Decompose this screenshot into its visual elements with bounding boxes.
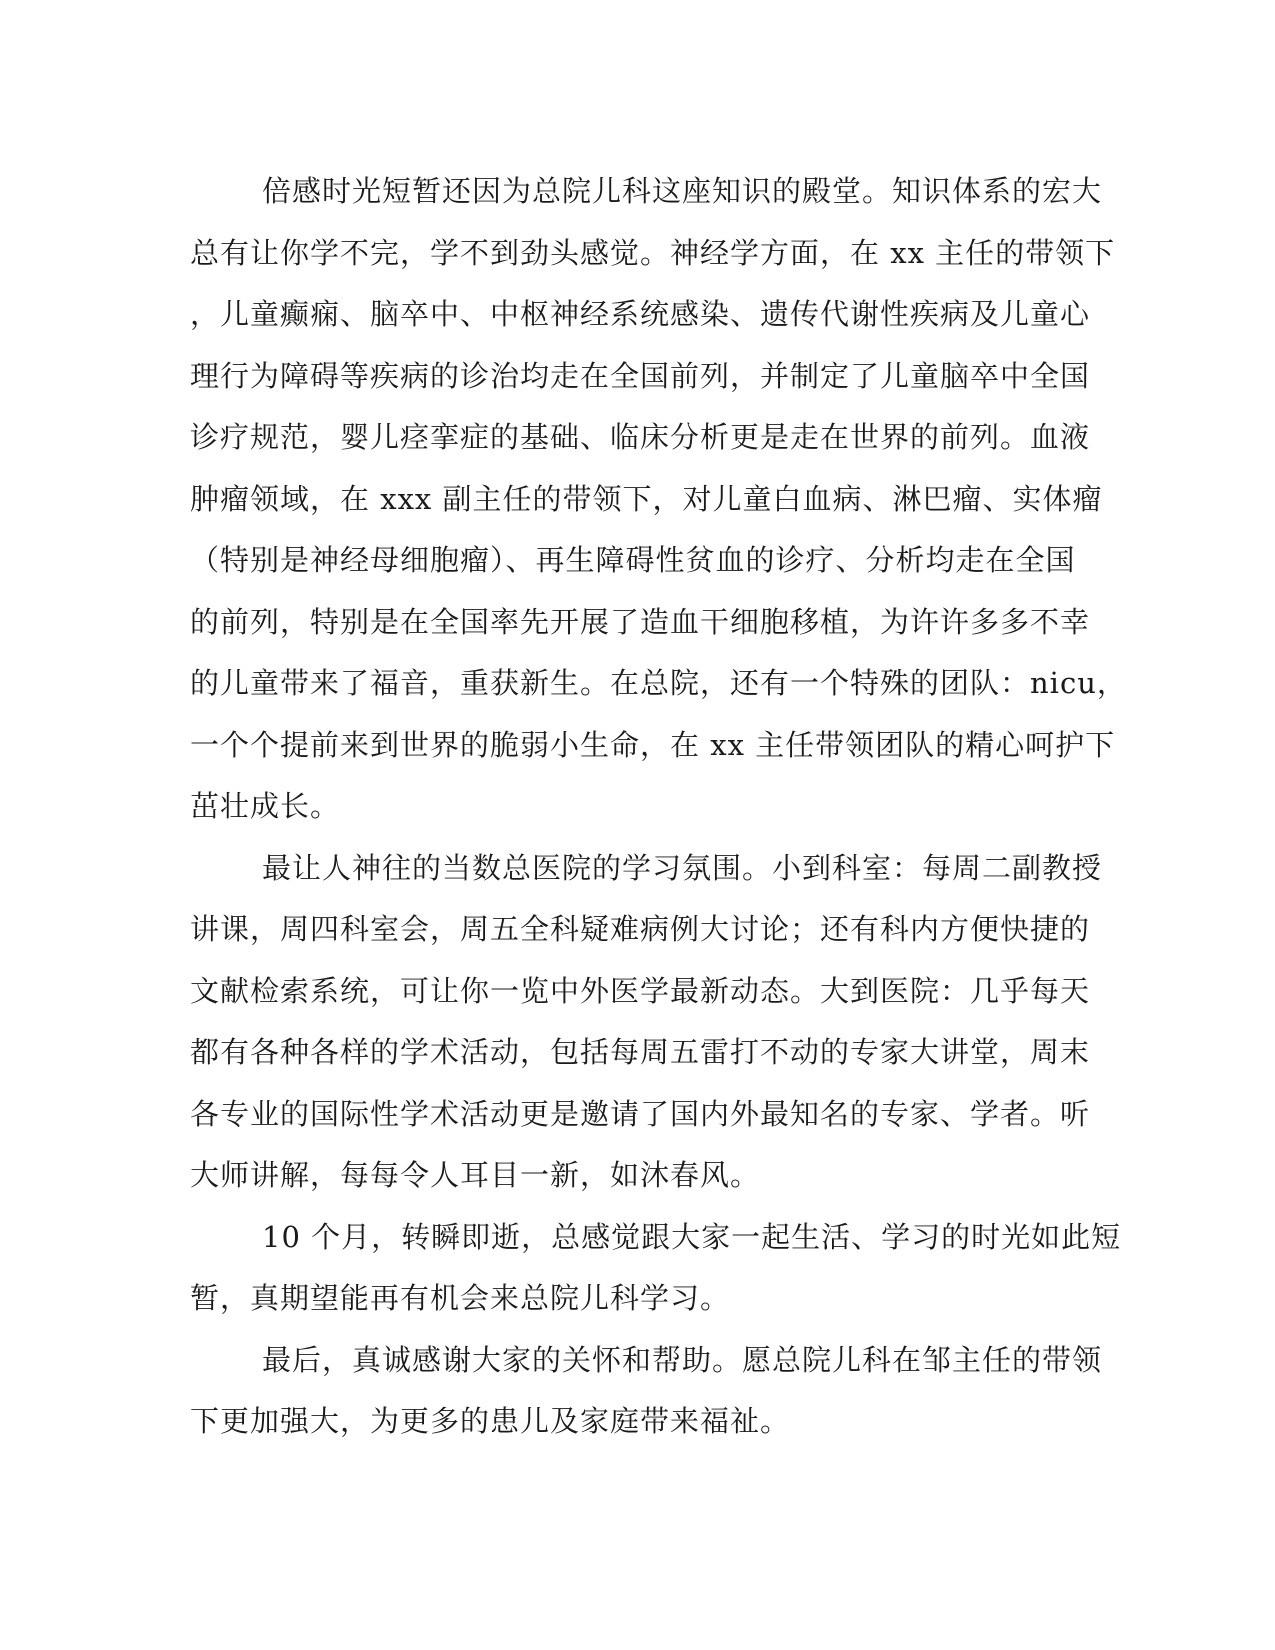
paragraph-line: ，儿童癫痫、脑卒中、中枢神经系统感染、遗传代谢性疾病及儿童心	[190, 297, 1091, 331]
paragraph-line: 诊疗规范，婴儿痉挛症的基础、临床分析更是走在世界的前列。血液	[190, 420, 1091, 454]
paragraph-line: 的前列，特别是在全国率先开展了造血干细胞移植，为许许多多不幸	[190, 604, 1091, 639]
document-body	[190, 161, 1127, 1453]
paragraph-line: 文献检索系统，可让你一览中外医学最新动态。大到医院：几乎每天	[190, 973, 1091, 1008]
paragraph-line: 下更加强大，为更多的患儿及家庭带来福祉。	[190, 1404, 791, 1438]
paragraph-1	[190, 161, 1127, 838]
paragraph-line: 茁壮成长。	[190, 789, 341, 823]
paragraph-line: 的儿童带来了福音，重获新生。在总院，还有一个特殊的团队：nicu，	[190, 666, 1127, 700]
paragraph-line: 一个个提前来到世界的脆弱小生命，在 xx 主任带领团队的精心呵护下	[190, 727, 1116, 762]
paragraph-4	[190, 1330, 1103, 1453]
paragraph-line: 理行为障碍等疾病的诊治均走在全国前列，并制定了儿童脑卒中全国	[190, 358, 1091, 393]
paragraph-line: 最让人神往的当数总医院的学习氛围。小到科室：每周二副教授	[262, 850, 1103, 885]
paragraph-line: 总有让你学不完，学不到劲头感觉。神经学方面，在 xx 主任的带领下	[190, 235, 1116, 270]
paragraph-2	[190, 838, 1103, 1207]
paragraph-line: 大师讲解，每每令人耳目一新，如沐春风。	[190, 1158, 761, 1192]
paragraph-3	[190, 1207, 1122, 1330]
paragraph-line: 10 个月，转瞬即逝，总感觉跟大家一起生活、学习的时光如此短	[262, 1219, 1122, 1254]
paragraph-line: 肿瘤领域，在 xxx 副主任的带领下，对儿童白血病、淋巴瘤、实体瘤	[190, 481, 1103, 516]
paragraph-line: 都有各种各样的学术活动，包括每周五雷打不动的专家大讲堂，周末	[190, 1035, 1091, 1069]
paragraph-line: 各专业的国际性学术活动更是邀请了国内外最知名的专家、学者。听	[190, 1096, 1091, 1131]
paragraph-line: 暂，真期望能再有机会来总院儿科学习。	[190, 1281, 731, 1315]
paragraph-line: 最后，真诚感谢大家的关怀和帮助。愿总院儿科在邹主任的带领	[262, 1342, 1103, 1377]
paragraph-line: （特别是神经母细胞瘤）、再生障碍性贫血的诊疗、分析均走在全国	[190, 543, 1076, 577]
paragraph-line: 倍感时光短暂还因为总院儿科这座知识的殿堂。知识体系的宏大	[262, 174, 1103, 208]
paragraph-line: 讲课，周四科室会，周五全科疑难病例大讨论；还有科内方便快捷的	[190, 912, 1091, 946]
